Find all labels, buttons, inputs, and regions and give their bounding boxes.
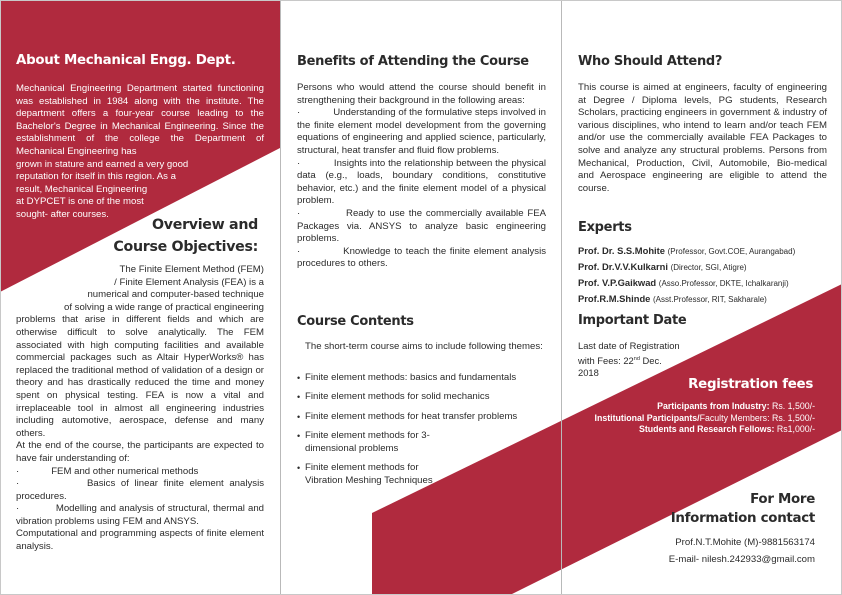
overview-line: / Finite Element Analysis (FEA) is a <box>114 276 264 288</box>
middle-panel <box>297 0 546 595</box>
bullet-icon: • <box>297 411 301 422</box>
fee-amount: Rs. 1,500/- <box>771 401 815 411</box>
panel-divider <box>280 0 281 595</box>
who-should-attend-body: This course is aimed at engineers, faculty of engineering at Degree / Diploma levels, PG students, Research Scholars, practicing engineers in government & industry of various disciplines, who intend to learn and/or teach FEM and/or use the commercially available FEA Packages to solve and analyze any structural problems. Persons from Mechanical, Production, Civil, Automobile, Bio-medical and Aerospace engineering are eligible to attend the course. <box>578 82 827 194</box>
fee-amount: Rs1,000/- <box>776 424 815 435</box>
expert-item <box>578 291 838 307</box>
expert-name: Prof. Dr.V.V.Kulkarni <box>578 261 668 272</box>
about-line: grown in stature and earned a very good <box>16 158 189 170</box>
experts-list <box>578 243 838 307</box>
expert-name: Prof. Dr. S.S.Mohite <box>578 245 665 256</box>
overview-title-line2: Course Objectives: <box>113 239 258 255</box>
overview-line: numerical and computer-based technique <box>87 289 264 301</box>
left-panel <box>16 0 264 595</box>
expert-name: Prof. V.P.Gaikwad <box>578 277 657 288</box>
panel-divider <box>561 0 562 595</box>
course-contents-intro: The short-term course aims to include following themes: <box>305 341 543 352</box>
expert-name: Prof.R.M.Shinde <box>578 293 651 304</box>
benefit-item: · Knowledge to teach the finite element analysis procedures to others. <box>297 245 546 270</box>
overview-title <box>113 214 258 258</box>
course-contents-list <box>297 372 546 494</box>
benefits-title: Benefits of Attending the Course <box>297 54 529 69</box>
outcome-tail: Computational and programming aspects of finite element analysis. <box>16 528 264 553</box>
outcome-item: · FEM and other numerical methods <box>16 465 199 477</box>
bullet-dot-icon: · <box>297 157 334 169</box>
benefit-item: · Insights into the relationship between the physical data (e.g., loads, boundary conditions, constitutive behavior, etc.) and the finite element model of a physical problem. <box>297 157 546 207</box>
outcome-intro: At the end of the course, the participants are expected to have fair understanding of: <box>16 440 264 464</box>
important-date-title: Important Date <box>578 313 687 328</box>
overview-body <box>16 264 264 554</box>
bullet-dot-icon: · <box>297 107 334 119</box>
outcome-item: · Modelling and analysis of structural, thermal and vibration problems using FEM and ANSYS. <box>16 503 264 527</box>
expert-affiliation: (Asso.Professor, DKTE, Ichalkaranji) <box>658 279 789 288</box>
bullet-icon: • <box>297 392 301 403</box>
expert-affiliation: (Director, SGI, Atigre) <box>670 263 747 272</box>
about-dept-title: About Mechanical Engg. Dept. <box>16 53 236 68</box>
fee-item: Institutional Participants/Faculty Members: Rs. 1,500/- <box>594 412 815 423</box>
about-dept-body <box>16 83 264 222</box>
bullet-dot-icon: · <box>16 503 56 515</box>
expert-item <box>578 243 838 259</box>
bullet-dot-icon: · <box>297 207 347 219</box>
contact-title: For More Information contact <box>670 492 815 527</box>
bullet-icon: • <box>297 431 301 442</box>
benefit-item: · Understanding of the formulative steps involved in the finite element model development from the governing equations of engineering and applied science, particularly, structural, heat transfer and fluid flow problems. <box>297 107 547 156</box>
benefits-intro: Persons who would attend the course should benefit in strengthening their background in the following areas: <box>297 82 546 106</box>
expert-affiliation: (Asst.Professor, RIT, Sakharale) <box>653 295 767 304</box>
bullet-icon: • <box>297 373 301 383</box>
date-line: with Fees: 22nd Dec. <box>578 354 662 366</box>
date-year: 2018 <box>578 367 599 379</box>
benefits-body <box>297 82 546 271</box>
registration-fees-title: Registration fees <box>688 377 813 392</box>
bullet-dot-icon: · <box>297 245 344 257</box>
content-item: • Finite element methods for 3-dimensional problems <box>297 430 430 454</box>
date-line: Last date of Registration <box>578 340 680 351</box>
expert-affiliation: (Professor, Govt.COE, Aurangabad) <box>667 247 796 256</box>
overview-title-line1: Overview and <box>152 217 258 233</box>
overview-line: The Finite Element Method (FEM) <box>119 264 264 275</box>
bullet-dot-icon: · <box>16 478 87 490</box>
outcome-item: · Basics of linear finite element analysis procedures. <box>16 478 265 502</box>
about-line: result, Mechanical Engineering <box>16 183 148 195</box>
contact-email[interactable]: E-mail- nilesh.242933@gmail.com <box>668 553 815 565</box>
content-item: • Finite element methods for solid mechanics <box>297 391 490 403</box>
important-date-body <box>578 340 718 380</box>
fee-amount: Rs. 1,500/- <box>771 412 815 423</box>
fee-item: Participants from Industry: Rs. 1,500/- <box>657 401 815 411</box>
expert-item <box>578 259 838 275</box>
bullet-icon: • <box>297 463 301 474</box>
right-panel <box>578 0 827 595</box>
fee-item: Students and Research Fellows: Rs1,000/- <box>638 424 815 435</box>
content-item: • Finite element methods for Vibration Meshing Techniques <box>297 462 433 486</box>
overview-paragraph: problems that arise in different fields and which are otherwise difficult to solve analytically. The FEM associated with high computing facilities and available commercial packages such as Altair HyperWorks® has replaced the traditional method of validation of a design or theory and has drastically reduced the time and money spent on physical testing. FEA is now a vital and irreplaceable tool in almost all engineering industries including automotive, aerospace, defense and many others. <box>16 314 264 439</box>
contact-details <box>669 535 815 568</box>
expert-item <box>578 275 838 291</box>
content-item: • Finite element methods: basics and fundamentals <box>297 372 517 383</box>
overview-line: of solving a wide range of practical engineering <box>64 301 264 313</box>
about-line: sought- after courses. <box>16 208 109 220</box>
course-contents-title: Course Contents <box>297 314 414 329</box>
bullet-dot-icon: · <box>16 465 52 477</box>
about-paragraph: Mechanical Engineering Department started functioning was established in 1984 along with the institute. The department offers a four-year course leading to the Bachelor's Degree in Mechanical Engineering. Since the establishment of the college the Department of Mechanical Engineering has <box>16 83 264 157</box>
who-should-attend-title: Who Should Attend? <box>578 54 723 69</box>
about-line: at DYPCET is one of the most <box>16 196 144 208</box>
content-item: • Finite element methods for heat transfer problems <box>297 410 518 422</box>
about-line: reputation for itself in this region. As a <box>16 171 176 183</box>
registration-fees-list <box>595 401 815 436</box>
experts-title: Experts <box>578 220 632 235</box>
contact-phone: Prof.N.T.Mohite (M)-9881563174 <box>675 537 815 548</box>
benefit-item: · Ready to use the commercially available FEA Packages via. ANSYS to analyze basic engineering problems. <box>297 207 547 245</box>
